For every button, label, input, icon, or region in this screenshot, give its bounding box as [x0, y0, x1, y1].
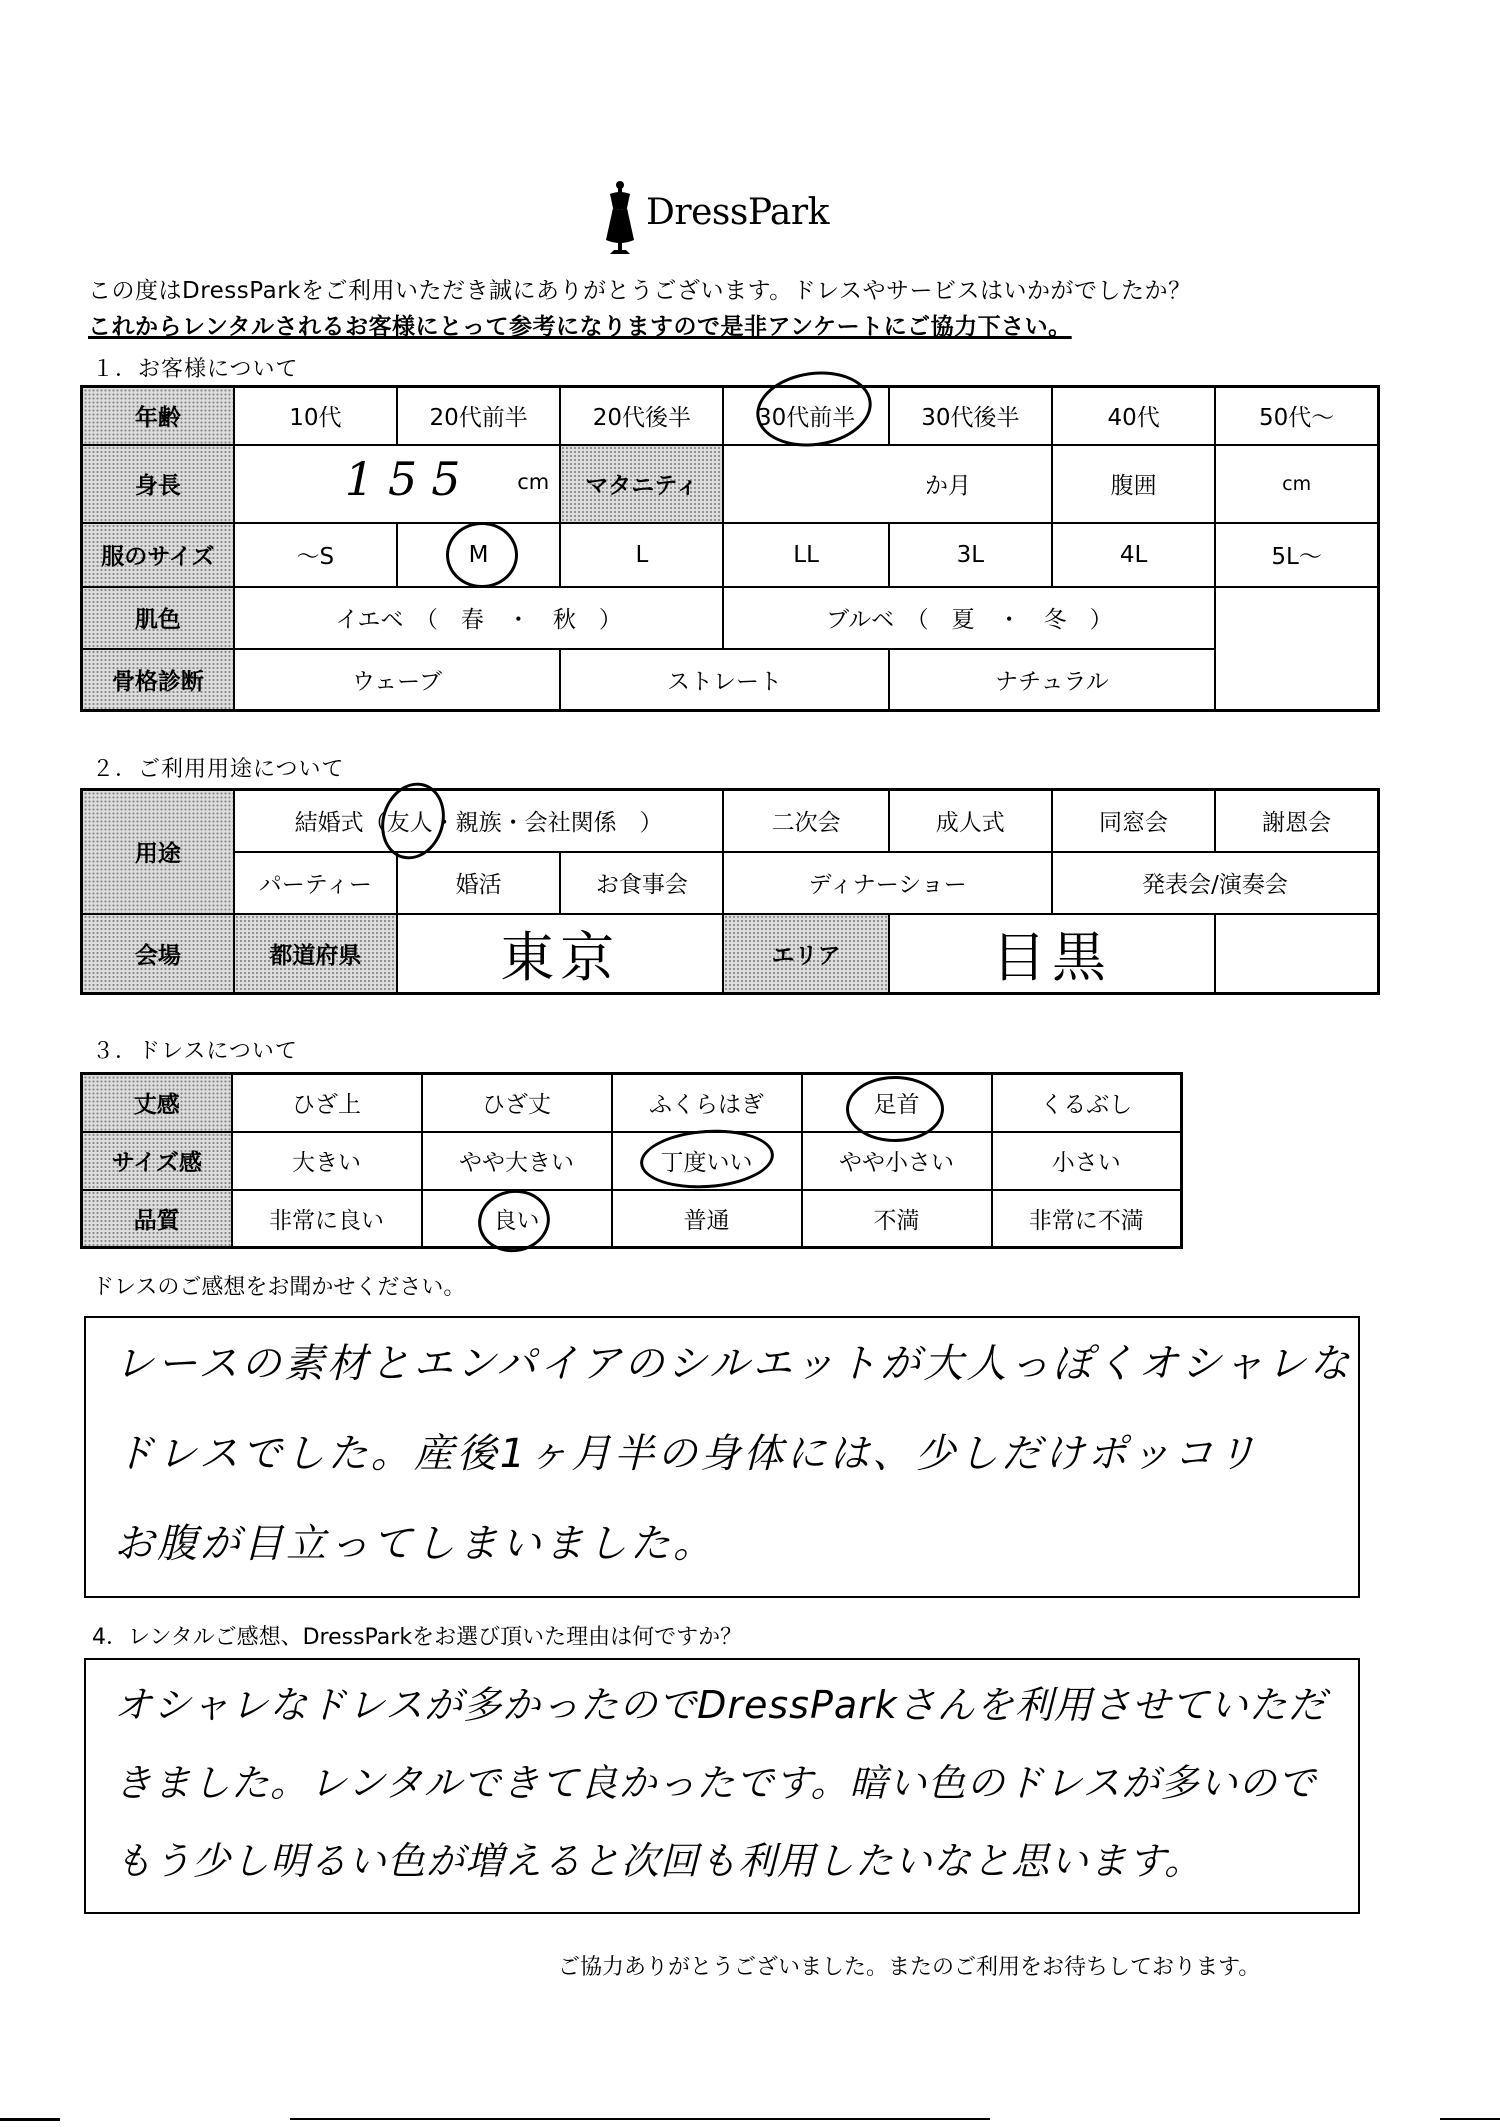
area-value: 目黒: [991, 925, 1112, 989]
waist-cell[interactable]: [1215, 445, 1378, 523]
height-value: 155: [344, 451, 475, 506]
usage-option[interactable]: 発表会/演奏会: [1052, 852, 1379, 914]
area-cell[interactable]: [889, 914, 1215, 994]
maternity-label: マタニティ: [560, 445, 723, 523]
scan-artifact-line: [0, 2118, 60, 2121]
usage-option[interactable]: パーティー: [234, 852, 397, 914]
age-option[interactable]: 20代前半: [397, 387, 560, 445]
size-row: [82, 523, 1379, 587]
rental-comment-line: オシャレなドレスが多かったのでDressParkさんを利用させていただ: [114, 1683, 1327, 1727]
quality-option[interactable]: 非常に良い: [232, 1190, 422, 1248]
dress-comment-prompt: ドレスのご感想をお聞かせください。: [92, 1275, 466, 1300]
dress-comment-line: お腹が目立ってしまいました。: [114, 1521, 716, 1567]
length-option-selected[interactable]: 足首: [802, 1074, 992, 1132]
rental-comment-line: もう少し明るい色が増えると次回も利用したいなと思います。: [114, 1839, 1203, 1883]
dress-comment-line: レースの素材とエンパイアのシルエットが大人っぽくオシャレな: [114, 1341, 1353, 1387]
size-option[interactable]: ～S: [234, 523, 397, 587]
length-selection-circle: [846, 1076, 944, 1142]
pref-label: 都道府県: [234, 914, 397, 994]
age-option[interactable]: 50代～: [1215, 387, 1378, 445]
area-label: エリア: [723, 914, 888, 994]
customer-table: [80, 385, 1380, 712]
size-option[interactable]: 4L: [1052, 523, 1215, 587]
height-row: [82, 445, 1379, 523]
size-label: 服のサイズ: [82, 523, 234, 587]
fit-option[interactable]: 大きい: [232, 1132, 422, 1190]
fit-option[interactable]: 小さい: [992, 1132, 1182, 1190]
rental-comment-box[interactable]: [84, 1658, 1360, 1914]
age-option[interactable]: 30代後半: [889, 387, 1052, 445]
fit-option[interactable]: やや小さい: [802, 1132, 992, 1190]
skin-label: 肌色: [82, 587, 234, 649]
dress-comment-box[interactable]: [84, 1316, 1360, 1598]
size-option[interactable]: 3L: [889, 523, 1052, 587]
age-option[interactable]: 20代後半: [560, 387, 723, 445]
section-2-title: ２．ご利用用途について: [92, 757, 345, 782]
pref-cell[interactable]: [397, 914, 723, 994]
size-option-selected[interactable]: M: [397, 523, 560, 587]
waist-unit: cm: [1282, 472, 1312, 495]
venue-label: 会場: [82, 914, 234, 994]
usage-option[interactable]: 二次会: [723, 790, 888, 852]
usage-option[interactable]: 同窓会: [1052, 790, 1215, 852]
usage-label: 用途: [82, 790, 234, 914]
logo: [600, 178, 840, 258]
quality-option[interactable]: 不満: [802, 1190, 992, 1248]
frame-label: 骨格診断: [82, 649, 234, 711]
height-cell[interactable]: [234, 445, 561, 523]
scan-artifact-line: [1440, 2118, 1500, 2120]
quality-option[interactable]: 非常に不満: [992, 1190, 1182, 1248]
wedding-rest: ・親族・会社関係 ）: [432, 810, 663, 837]
frame-option[interactable]: ウェーブ: [234, 649, 561, 711]
quality-label: 品質: [82, 1190, 232, 1248]
intro-line-2: これからレンタルされるお客様にとって参考になりますので是非アンケートにご協力下さい。: [88, 314, 1072, 340]
skin-yellow[interactable]: イエベ （ 春 ・ 秋 ）: [234, 587, 724, 649]
height-unit: cm: [517, 469, 550, 494]
usage-table: [80, 788, 1380, 995]
fit-option-selected[interactable]: 丁度いい: [612, 1132, 802, 1190]
length-row: [82, 1074, 1182, 1132]
wedding-friend[interactable]: 友人: [386, 810, 433, 837]
age-label: 年齢: [82, 387, 234, 445]
frame-option[interactable]: ナチュラル: [889, 649, 1216, 711]
venue-row: [82, 914, 1379, 994]
size-option[interactable]: L: [560, 523, 723, 587]
age-option[interactable]: 40代: [1052, 387, 1215, 445]
height-label: 身長: [82, 445, 234, 523]
waist-label: 腹囲: [1052, 445, 1215, 523]
section-3-title: ３．ドレスについて: [92, 1039, 298, 1064]
length-option[interactable]: ひざ丈: [422, 1074, 612, 1132]
usage-option[interactable]: ディナーショー: [723, 852, 1051, 914]
length-label: 丈感: [82, 1074, 232, 1132]
length-option[interactable]: ひざ上: [232, 1074, 422, 1132]
usage-row-2: [82, 852, 1379, 914]
usage-option[interactable]: お食事会: [560, 852, 723, 914]
age-option[interactable]: 10代: [234, 387, 397, 445]
rental-comment-line: きました。レンタルできて良かったです。暗い色のドレスが多いので: [114, 1761, 1317, 1805]
age-option-selected[interactable]: 30代前半: [723, 387, 888, 445]
frame-row: [82, 649, 1379, 711]
usage-row-1: [82, 790, 1379, 852]
fit-row: [82, 1132, 1182, 1190]
size-selection-circle: [446, 522, 518, 588]
intro-line-1: この度はDressParkをご利用いただき誠にありがとうございます。ドレスやサービスはいかがでしたか？: [88, 278, 1192, 304]
skin-row: [82, 587, 1379, 649]
length-option[interactable]: くるぶし: [992, 1074, 1182, 1132]
quality-row: [82, 1190, 1182, 1248]
section-4-title: 4．レンタルご感想、DressParkをお選び頂いた理由は何ですか？: [92, 1625, 743, 1650]
size-option[interactable]: LL: [723, 523, 888, 587]
usage-option[interactable]: 謝恩会: [1215, 790, 1378, 852]
usage-wedding[interactable]: [234, 790, 724, 852]
frame-option[interactable]: ストレート: [560, 649, 889, 711]
empty-cell: [1215, 649, 1378, 711]
maternity-unit: か月: [924, 473, 971, 499]
scan-artifact-line: [290, 2118, 990, 2120]
maternity-cell[interactable]: [723, 445, 1052, 523]
fit-label: サイズ感: [82, 1132, 232, 1190]
usage-option[interactable]: 成人式: [889, 790, 1052, 852]
usage-option[interactable]: 婚活: [397, 852, 560, 914]
fit-option[interactable]: やや大きい: [422, 1132, 612, 1190]
section-1-title: １．お客様について: [92, 357, 299, 382]
quality-option-selected[interactable]: 良い: [422, 1190, 612, 1248]
wedding-label: 結婚式（: [294, 810, 387, 837]
dress-table: [80, 1072, 1183, 1249]
pref-value: 東京: [500, 925, 621, 989]
age-row: [82, 387, 1379, 445]
quality-option[interactable]: 普通: [612, 1190, 802, 1248]
dress-comment-line: ドレスでした。産後1ヶ月半の身体には、少しだけポッコリ: [114, 1431, 1260, 1477]
empty-cell: [1215, 914, 1378, 994]
footer-thanks: ご協力ありがとうございました。またのご利用をお待ちしております。: [558, 1955, 1261, 1980]
length-option[interactable]: ふくらはぎ: [612, 1074, 802, 1132]
size-option[interactable]: 5L～: [1215, 523, 1378, 587]
empty-cell: [1215, 587, 1378, 649]
brand-name: DressPark: [646, 192, 829, 233]
dress-form-icon: [600, 178, 640, 258]
skin-blue[interactable]: ブルベ （ 夏 ・ 冬 ）: [723, 587, 1215, 649]
